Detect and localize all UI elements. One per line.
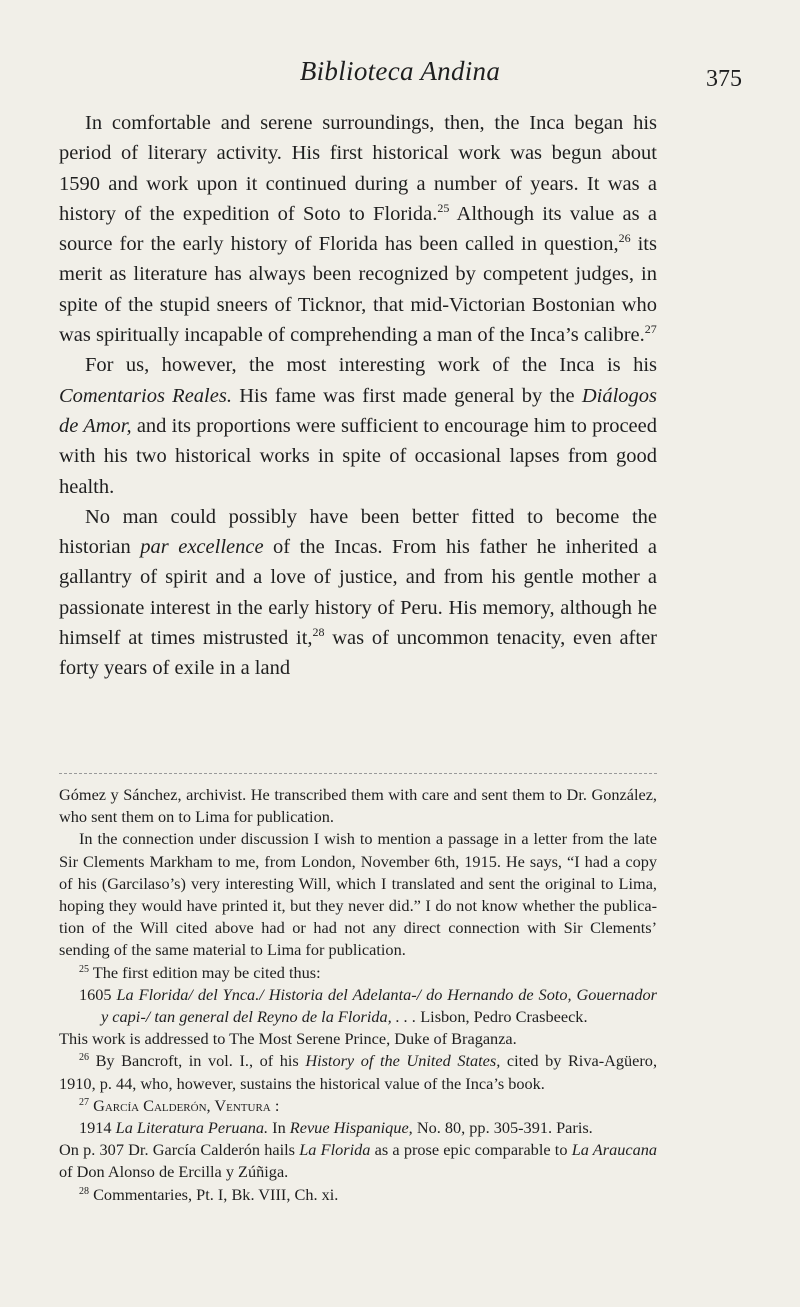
footnote-divider	[59, 773, 657, 774]
citation-year: 1914	[79, 1118, 116, 1138]
text-run: its merit as literature has always been recognized by competent judges, in spite of the stupid sneers of Ticknor, that mid-Victorian Bostonian who was spiritually incapable of comprehending a man of the Inca’s calibre.	[59, 233, 657, 347]
footnote-ref-28: 28	[312, 625, 325, 640]
footnotes	[59, 784, 657, 1206]
text-run: and its proportions were sufficient to encourage him to proceed with his two historical works in spite of occasional lapses from good health.	[59, 414, 657, 498]
footnote-28	[59, 1184, 657, 1206]
footnote-27-note	[59, 1139, 657, 1183]
footnote-25	[59, 962, 657, 984]
text-run: of the Incas. From his father he inherited a gallantry of spirit and a love of justice, and from his gentle mother a passionate interest in the early history of Peru. His memory, although he himself at times mistrusted it,	[59, 536, 658, 650]
text-run: as a prose epic comparable to	[370, 1140, 572, 1160]
italic-title: Comentarios Reales.	[59, 384, 232, 407]
text-run: In	[268, 1118, 290, 1138]
running-title: Biblioteca Andina	[299, 56, 501, 86]
text-run: Although its value as a source for the early history of Florida has been called in question,	[59, 202, 657, 256]
italic-title: Diálogos de Amor,	[59, 384, 657, 437]
italic-title: Revue Hispanique,	[289, 1118, 413, 1138]
paragraph-1	[59, 108, 657, 350]
text-run: No. 80, pp. 305-391. Paris.	[412, 1118, 593, 1138]
footnote-marker: 28	[79, 1185, 89, 1197]
author-name: García Calderón, Ventura :	[89, 1095, 280, 1115]
italic-phrase: par excellence	[140, 536, 264, 559]
text-run: No man could possibly have been better fitted to become the historian	[59, 505, 657, 559]
text-run: of Don Alonso de Ercilla y Zúñiga.	[59, 1162, 289, 1182]
footnote-marker: 27	[79, 1096, 89, 1108]
text-run: Commentaries, Pt. I, Bk. VIII, Ch. xi.	[89, 1184, 339, 1204]
italic-title: History of the United States,	[305, 1051, 501, 1071]
footnote-ref-25: 25	[437, 200, 450, 215]
footnote-marker: 25	[79, 963, 89, 975]
footnote-continued: Gómez y Sánchez, archivist. He transcribed them with care and sent them to Dr. González, who sent them on to Lima for publication.	[59, 785, 657, 827]
italic-title: La Florida	[299, 1140, 371, 1160]
text-run: cited by Riva-Agüero, 1910, p. 44, who, however, sustains the historical value of the Inca’s book.	[59, 1051, 658, 1093]
text-run: By Bancroft, in vol. I., of his	[89, 1051, 306, 1071]
text-run: His fame was first made general by the	[231, 384, 582, 407]
main-text	[59, 108, 657, 684]
text-run: was of uncommon tenacity, even after forty years of exile in a land	[59, 627, 657, 680]
text-run: In comfortable and serene surroundings, then, the Inca began his period of literary activity. His first historical work was begun about 1590 and work upon it continued during a number of years. It was a history of the expedition of Soto to Florida.	[59, 112, 657, 225]
italic-title: La Florida/ del Ynca./ Historia del Adelanta-/ do Hernando de Soto, Gouernador y capi-/ tan general del Reyno de la Florida, . . .	[101, 984, 657, 1027]
text-run: The first edition may be cited thus:	[89, 962, 321, 982]
running-head	[0, 48, 800, 92]
footnote-27	[59, 1095, 657, 1117]
italic-title: La Literatura Peruana.	[115, 1118, 269, 1138]
paragraph-2	[59, 350, 657, 501]
footnote-ref-26: 26	[618, 231, 631, 246]
italic-title: La Araucana	[571, 1140, 658, 1160]
text-run: Lisbon, Pedro Crasbeeck.	[416, 1007, 588, 1027]
footnote-marker: 26	[79, 1052, 89, 1064]
citation-year: 1605	[79, 984, 117, 1004]
text-run: On p. 307 Dr. García Calderón hails	[59, 1140, 300, 1160]
footnote-continued-2: In the connection under discussion I wish to mention a passage in a letter from the late Sir Clements Markham to me, from London, November 6th, 1915. He says, “I had a copy of his (Garcilaso’s) very interesting Will, which I translated and sent the original to Lima, hoping they would have printed it, but they never did.” I do not know whether the publication of the Will cited above had or had not any direct connection with Sir Clements’ sending of the same material to Lima for publication.	[59, 829, 657, 960]
footnote-25-note: This work is addressed to The Most Serene Prince, Duke of Braganza.	[59, 1029, 517, 1049]
footnote-25-citation	[59, 984, 657, 1028]
paragraph-3	[59, 502, 657, 684]
text-run: For us, however, the most interesting work of the Inca is his	[85, 354, 657, 377]
footnote-ref-27: 27	[644, 322, 657, 337]
page-number: 375	[706, 66, 742, 92]
footnote-27-citation	[59, 1117, 657, 1139]
footnote-26	[59, 1050, 657, 1094]
